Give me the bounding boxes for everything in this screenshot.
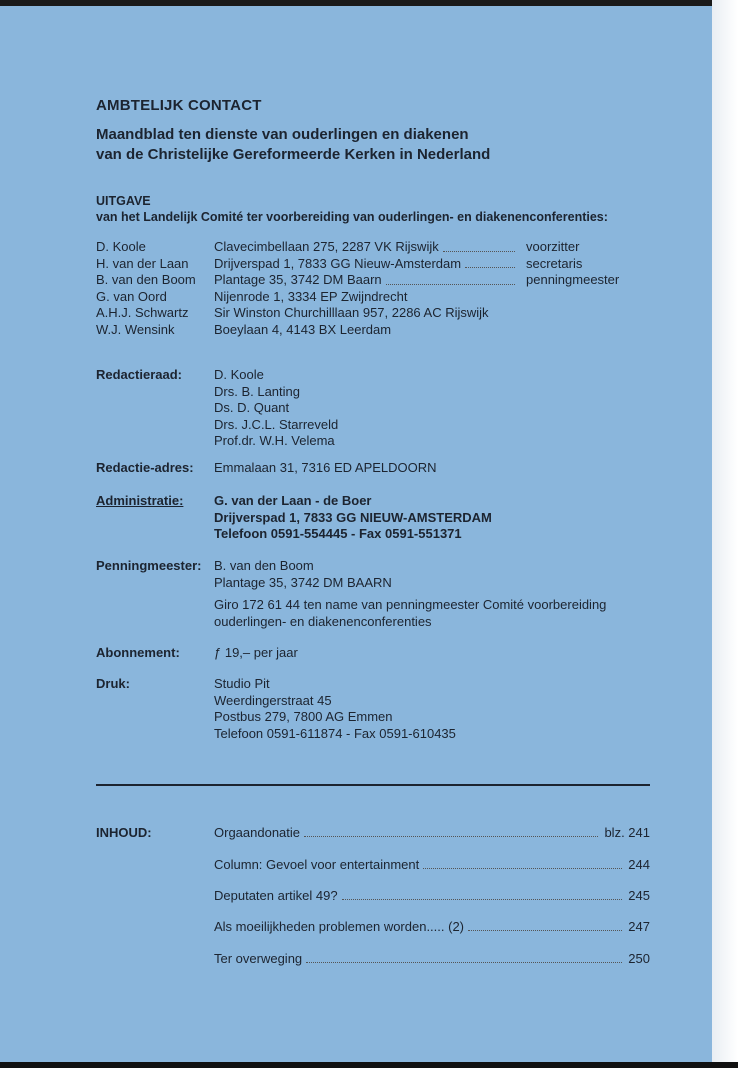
subtitle-line-1: Maandblad ten dienste van ouderlingen en diakenen [96, 126, 469, 143]
member-address: Boeylaan 4, 4143 BX Leerdam [214, 321, 392, 337]
giro-info [214, 597, 606, 630]
redactieraad-list [214, 367, 338, 450]
toc-page: 244 [628, 857, 650, 872]
penningmeester-address [214, 558, 392, 591]
member-address: Clavecimbellaan 275, 2287 VK Rijswijk [214, 239, 519, 256]
druk-line: Weerdingerstraat 45 [214, 692, 332, 708]
druk-line: Postbus 279, 7800 AG Emmen [214, 709, 393, 724]
member-address: Nijenrode 1, 3334 EP Zwijndrecht [214, 288, 408, 304]
committee-row [96, 289, 656, 306]
redactieraad-member: Drs. B. Lanting [214, 383, 300, 399]
divider-rule [96, 784, 650, 786]
page-edge [712, 0, 738, 1068]
redactieraad-member: D. Koole [214, 367, 264, 382]
administratie-line: Telefoon 0591-554445 - Fax 0591-551371 [214, 526, 462, 541]
toc-item[interactable] [214, 857, 650, 875]
masthead-title: AMBTELIJK CONTACT [96, 97, 262, 114]
publisher-line: van het Landelijk Comité ter voorbereiding van ouderlingen- en diakenenconferenties: [96, 210, 608, 224]
toc-title: Als moeilijkheden problemen worden..... (2) [214, 919, 465, 934]
member-role: penningmeester [526, 272, 620, 287]
committee-row [96, 305, 656, 322]
committee-list [96, 239, 656, 338]
toc-title: Column: Gevoel voor entertainment [214, 857, 420, 872]
member-name: B. van den Boom [96, 272, 196, 287]
committee-row [96, 239, 656, 256]
toc-title: Deputaten artikel 49? [214, 888, 338, 903]
penningmeester-line: B. van den Boom [214, 558, 314, 573]
toc-item[interactable] [214, 888, 650, 906]
toc-page: 245 [628, 888, 650, 903]
redactieraad-member: Drs. J.C.L. Starreveld [214, 416, 339, 432]
member-address: Drijverspad 1, 7833 GG Nieuw-Amsterdam [214, 256, 519, 273]
druk-line: Telefoon 0591-611874 - Fax 0591-610435 [214, 725, 456, 741]
subtitle [96, 125, 490, 165]
committee-row [96, 272, 656, 289]
redactieraad-member: Prof.dr. W.H. Velema [214, 433, 335, 448]
leader-dots [342, 899, 623, 900]
toc-title: Orgaandonatie [214, 825, 301, 840]
member-name: W.J. Wensink [96, 321, 175, 337]
toc-page: blz. 241 [604, 825, 650, 840]
member-name: A.H.J. Schwartz [96, 305, 189, 320]
druk-address [214, 676, 456, 742]
contents-label: INHOUD: [96, 825, 152, 840]
abonnement-value: ƒ 19,– per jaar [214, 645, 298, 660]
toc-item[interactable] [214, 825, 650, 843]
redactie-adres-value: Emmalaan 31, 7316 ED APELDOORN [214, 460, 437, 475]
toc-item[interactable] [214, 951, 650, 969]
member-name: G. van Oord [96, 288, 167, 304]
administratie-label: Administratie: [96, 493, 184, 508]
leader-dots [306, 962, 622, 963]
member-address: Sir Winston Churchilllaan 957, 2286 AC Rijswijk [214, 305, 489, 320]
redactieraad-member: Ds. D. Quant [214, 400, 290, 415]
member-role: secretaris [526, 255, 583, 271]
scan-border [0, 1062, 738, 1068]
penningmeester-label: Penningmeester: [96, 558, 202, 573]
leader-dots [423, 868, 622, 869]
giro-line: ouderlingen- en diakenenconferenties [214, 613, 432, 629]
redactieraad-label: Redactieraad: [96, 367, 182, 382]
druk-label: Druk: [96, 676, 130, 691]
publisher-heading: UITGAVE [96, 194, 151, 208]
penningmeester-line: Plantage 35, 3742 DM BAARN [214, 574, 392, 590]
toc-title: Ter overweging [214, 951, 303, 966]
administratie-line: Drijverspad 1, 7833 GG NIEUW-AMSTERDAM [214, 509, 492, 525]
toc-page: 247 [628, 919, 650, 934]
leader-dots [304, 836, 598, 837]
giro-line: Giro 172 61 44 ten name van penningmeester Comité voorbereiding [214, 597, 607, 612]
member-name: D. Koole [96, 239, 146, 254]
abonnement-label: Abonnement: [96, 645, 180, 660]
committee-row [96, 256, 656, 273]
administratie-line: G. van der Laan - de Boer [214, 493, 372, 508]
member-name: H. van der Laan [96, 255, 189, 271]
member-address: Plantage 35, 3742 DM Baarn [214, 272, 519, 289]
publisher-block [96, 193, 608, 225]
leader-dots [468, 930, 622, 931]
toc-page: 250 [628, 951, 650, 966]
toc-item[interactable] [214, 919, 650, 937]
subtitle-line-2: van de Christelijke Gereformeerde Kerken in Nederland [96, 146, 491, 163]
administratie-address [214, 493, 492, 543]
druk-line: Studio Pit [214, 676, 270, 691]
redactie-adres-label: Redactie-adres: [96, 460, 194, 475]
member-role: voorzitter [526, 239, 580, 254]
committee-row [96, 322, 656, 339]
